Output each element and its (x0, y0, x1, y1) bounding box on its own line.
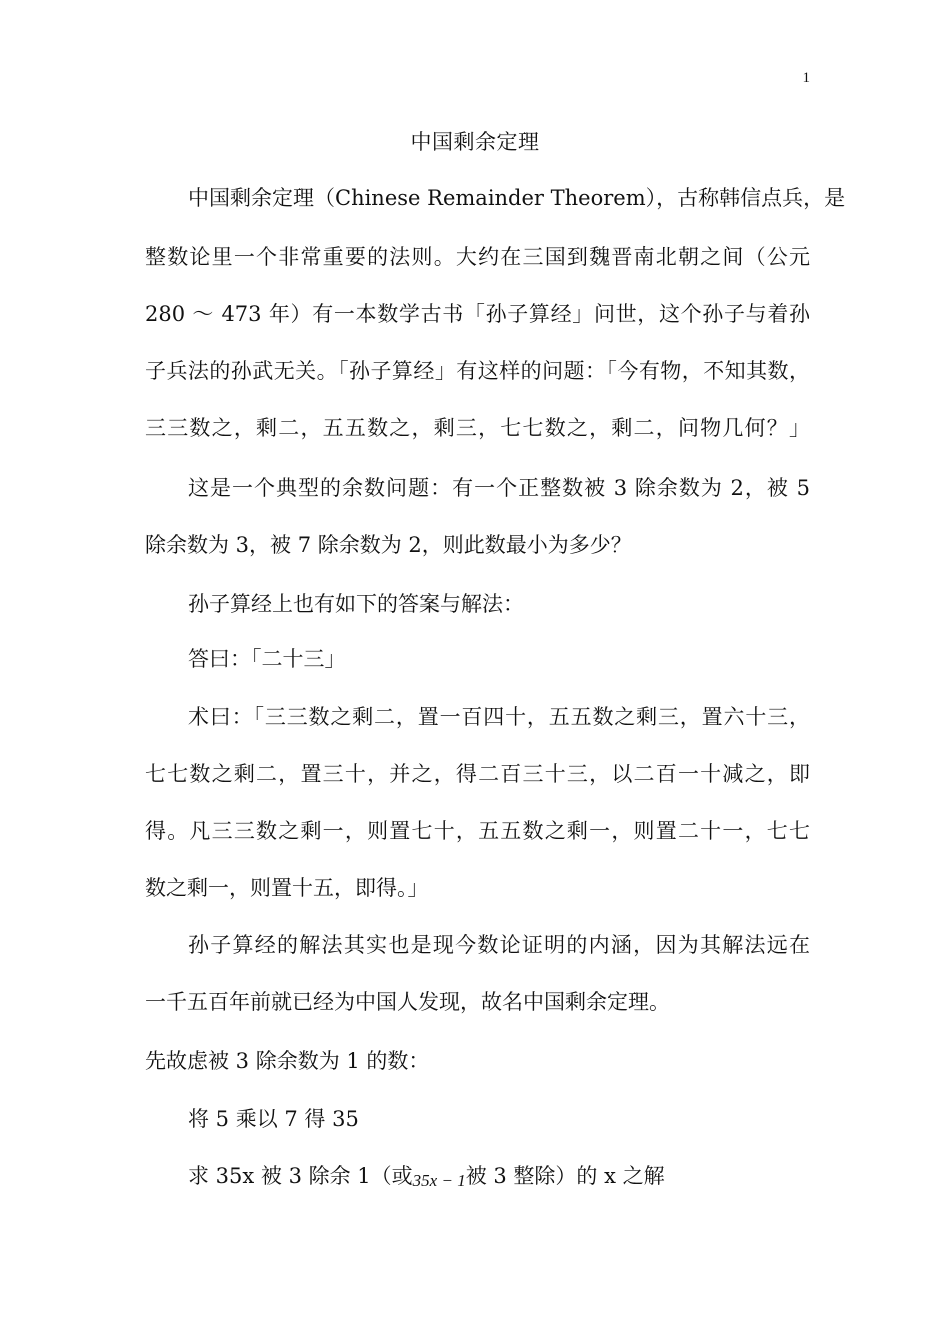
paragraph-line: 得。凡三三数之剩一，则置七十，五五数之剩一，则置二十一，七七 (145, 819, 810, 843)
paragraph-line: 子兵法的孙武无关。「孙子算经」有这样的问题：「今有物，不知其数， (145, 359, 810, 383)
answer-line: 答曰：「二十三」 (188, 647, 346, 671)
page-number: 1 (802, 70, 810, 86)
paragraph-line: 一千五百年前就已经为中国人发现，故名中国剩余定理。 (145, 990, 670, 1014)
formula-line-after: 被 3 整除）的 x 之解 (465, 1164, 665, 1188)
paragraph-line: 数之剩一，则置十五，即得。」 (145, 876, 429, 900)
formula-line-before: 求 35x 被 3 除余 1（或 (188, 1164, 413, 1188)
paragraph-line: 三三数之，剩二，五五数之，剩三，七七数之，剩二，问物几何？」 (145, 416, 810, 440)
paragraph-line: 将 5 乘以 7 得 35 (188, 1107, 359, 1131)
paragraph-line: 除余数为 3，被 7 除余数为 2，则此数最小为多少？ (145, 533, 632, 557)
paragraph-line: 整数论里一个非常重要的法则。大约在三国到魏晋南北朝之间（公元 (145, 245, 810, 269)
page-title: 中国剩余定理 (410, 130, 540, 154)
paragraph-line: 280 ～ 473 年）有一本数学古书「孙子算经」问世，这个孙子与着孙 (145, 302, 810, 326)
paragraph-line: 术曰：「三三数之剩二，置一百四十，五五数之剩三，置六十三， (188, 705, 810, 729)
inline-formula: 35x − 1 (412, 1171, 466, 1190)
paragraph-line: 中国剩余定理（Chinese Remainder Theorem），古称韩信点兵，是 (188, 186, 846, 210)
paragraph-line: 这是一个典型的余数问题：有一个正整数被 3 除余数为 2，被 5 (188, 476, 810, 500)
formula-line (188, 1162, 810, 1192)
paragraph-line: 孙子算经上也有如下的答案与解法： (188, 592, 524, 616)
paragraph-line: 先故虑被 3 除余数为 1 的数： (145, 1049, 430, 1073)
paragraph-line: 孙子算经的解法其实也是现今数论证明的内涵，因为其解法远在 (188, 933, 810, 957)
paragraph-line: 七七数之剩二，置三十，并之，得二百三十三，以二百一十减之，即 (145, 762, 810, 786)
